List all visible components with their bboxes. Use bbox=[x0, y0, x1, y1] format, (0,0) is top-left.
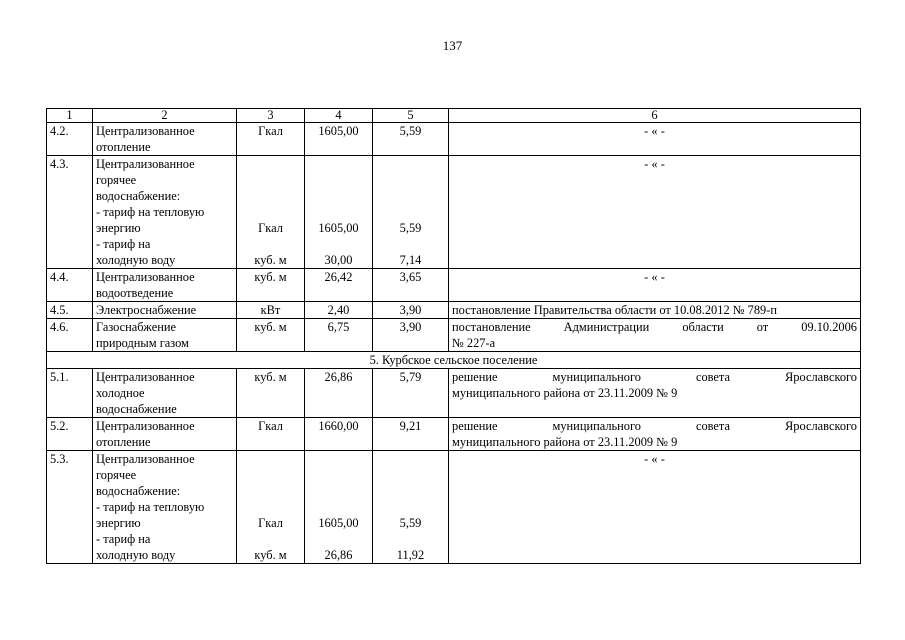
value-col-5-line: 5,79 bbox=[399, 370, 422, 384]
service-name bbox=[93, 156, 237, 269]
unit-of-measure-line: куб. м bbox=[254, 548, 287, 562]
unit-of-measure bbox=[237, 319, 305, 352]
value-col-4-line bbox=[308, 499, 369, 515]
service-name-line: холодную воду bbox=[96, 253, 176, 267]
unit-of-measure-line: куб. м bbox=[254, 370, 287, 384]
header-cell: 5 bbox=[373, 109, 449, 123]
service-name bbox=[93, 451, 237, 564]
unit-of-measure bbox=[237, 369, 305, 418]
value-col-4-line: 1605,00 bbox=[318, 516, 359, 530]
value-col-4-line: 30,00 bbox=[324, 253, 353, 267]
service-name-line: Газоснабжение bbox=[96, 320, 176, 334]
service-name-line: - тариф на тепловую bbox=[96, 500, 205, 514]
value-col-4-line: 2,40 bbox=[327, 303, 350, 317]
service-name-line: горячее bbox=[96, 173, 137, 187]
service-name bbox=[93, 123, 237, 156]
value-col-5 bbox=[373, 451, 449, 564]
unit-of-measure-line: Гкал bbox=[258, 124, 283, 138]
unit-of-measure-line: Гкал bbox=[258, 419, 283, 433]
value-col-4-line bbox=[308, 451, 369, 467]
value-col-4 bbox=[305, 269, 373, 302]
value-col-4 bbox=[305, 319, 373, 352]
value-col-5-line: 5,59 bbox=[399, 124, 422, 138]
service-name-line: горячее bbox=[96, 468, 137, 482]
section-title: 5. Курбское сельское поселение bbox=[47, 352, 861, 369]
legal-basis bbox=[449, 451, 861, 564]
value-col-4 bbox=[305, 156, 373, 269]
service-name-line: Централизованное bbox=[96, 419, 195, 433]
legal-basis-line: решение муниципального совета Ярославского bbox=[452, 370, 857, 384]
service-name-line: Электроснабжение bbox=[96, 303, 197, 317]
value-col-5-line: 5,59 bbox=[399, 516, 422, 530]
value-col-5 bbox=[373, 302, 449, 319]
value-col-4-line: 26,86 bbox=[324, 370, 353, 384]
row-number: 4.3. bbox=[47, 156, 93, 269]
value-col-4-line bbox=[308, 531, 369, 547]
value-col-5-line bbox=[376, 467, 445, 483]
value-col-5-line: 9,21 bbox=[399, 419, 422, 433]
legal-basis-line: постановление Правительства области от 10.08.2012 № 789-п bbox=[452, 303, 778, 317]
legal-basis bbox=[449, 269, 861, 302]
service-name-line: Централизованное bbox=[96, 157, 195, 171]
row-number: 4.4. bbox=[47, 269, 93, 302]
value-col-4-line bbox=[308, 204, 369, 220]
service-name-line: Централизованное bbox=[96, 270, 195, 284]
header-row bbox=[47, 109, 861, 123]
legal-basis-line: решение муниципального совета Ярославского bbox=[452, 419, 857, 433]
row-number: 5.2. bbox=[47, 418, 93, 451]
table-row bbox=[47, 302, 861, 319]
legal-basis bbox=[449, 123, 861, 156]
value-col-5-line bbox=[376, 483, 445, 499]
unit-of-measure-line: Гкал bbox=[258, 516, 283, 530]
unit-of-measure bbox=[237, 302, 305, 319]
unit-of-measure-line bbox=[240, 499, 301, 515]
value-col-4 bbox=[305, 418, 373, 451]
service-name bbox=[93, 302, 237, 319]
value-col-4-line: 1605,00 bbox=[318, 221, 359, 235]
legal-basis bbox=[449, 369, 861, 418]
value-col-5 bbox=[373, 418, 449, 451]
legal-basis bbox=[449, 319, 861, 352]
value-col-5-line: 3,65 bbox=[399, 270, 422, 284]
section-row bbox=[47, 352, 861, 369]
row-number: 5.3. bbox=[47, 451, 93, 564]
value-col-4 bbox=[305, 123, 373, 156]
page-number: 137 bbox=[442, 38, 463, 53]
service-name-line: Централизованное bbox=[96, 452, 195, 466]
legal-basis bbox=[449, 302, 861, 319]
value-col-4-line bbox=[308, 236, 369, 252]
unit-of-measure bbox=[237, 451, 305, 564]
service-name-line: энергию bbox=[96, 221, 141, 235]
value-col-4-line: 26,42 bbox=[324, 270, 353, 284]
table-row bbox=[47, 123, 861, 156]
value-col-4-line bbox=[308, 467, 369, 483]
service-name bbox=[93, 418, 237, 451]
service-name bbox=[93, 269, 237, 302]
value-col-5-line: 11,92 bbox=[396, 548, 425, 562]
value-col-4-line bbox=[308, 188, 369, 204]
service-name-line: холодное bbox=[96, 386, 145, 400]
value-col-4-line: 26,86 bbox=[324, 548, 353, 562]
unit-of-measure bbox=[237, 123, 305, 156]
value-col-5-line: 7,14 bbox=[399, 253, 422, 267]
legal-basis-line: муниципального района от 23.11.2009 № 9 bbox=[452, 386, 678, 400]
value-col-5 bbox=[373, 123, 449, 156]
header-cell: 3 bbox=[237, 109, 305, 123]
value-col-5-line bbox=[376, 172, 445, 188]
unit-of-measure-line bbox=[240, 531, 301, 547]
table-row bbox=[47, 369, 861, 418]
legal-basis-line: муниципального района от 23.11.2009 № 9 bbox=[452, 435, 678, 449]
service-name bbox=[93, 369, 237, 418]
value-col-5-line: 3,90 bbox=[399, 303, 422, 317]
unit-of-measure-line bbox=[240, 204, 301, 220]
tariff-table bbox=[46, 108, 861, 564]
unit-of-measure-line bbox=[240, 172, 301, 188]
service-name-line: Централизованное bbox=[96, 370, 195, 384]
legal-basis-line: - « - bbox=[644, 124, 665, 138]
table-row bbox=[47, 319, 861, 352]
value-col-4-line bbox=[308, 156, 369, 172]
header-cell: 1 bbox=[47, 109, 93, 123]
service-name-line: природным газом bbox=[96, 336, 189, 350]
value-col-5 bbox=[373, 156, 449, 269]
value-col-4-line: 1660,00 bbox=[318, 419, 359, 433]
value-col-5 bbox=[373, 319, 449, 352]
value-col-5-line: 3,90 bbox=[399, 320, 422, 334]
value-col-5-line bbox=[376, 451, 445, 467]
value-col-4-line: 1605,00 bbox=[318, 124, 359, 138]
unit-of-measure-line bbox=[240, 236, 301, 252]
service-name-line: - тариф на bbox=[96, 532, 151, 546]
unit-of-measure bbox=[237, 156, 305, 269]
value-col-5-line bbox=[376, 531, 445, 547]
service-name-line: холодную воду bbox=[96, 548, 176, 562]
table-row bbox=[47, 269, 861, 302]
legal-basis-line: постановление Администрации области от 09.10.2006 bbox=[452, 320, 857, 334]
legal-basis-line: - « - bbox=[644, 270, 665, 284]
service-name-line: Централизованное bbox=[96, 124, 195, 138]
unit-of-measure-line bbox=[240, 467, 301, 483]
value-col-5-line bbox=[376, 236, 445, 252]
value-col-5 bbox=[373, 369, 449, 418]
value-col-5-line bbox=[376, 499, 445, 515]
unit-of-measure-line: Гкал bbox=[258, 221, 283, 235]
row-number: 4.2. bbox=[47, 123, 93, 156]
unit-of-measure-line: куб. м bbox=[254, 253, 287, 267]
value-col-4 bbox=[305, 451, 373, 564]
table-row bbox=[47, 418, 861, 451]
unit-of-measure-line: кВт bbox=[260, 303, 281, 317]
value-col-4 bbox=[305, 302, 373, 319]
legal-basis bbox=[449, 418, 861, 451]
header-cell: 2 bbox=[93, 109, 237, 123]
service-name-line: водоснабжение bbox=[96, 402, 177, 416]
legal-basis-line: - « - bbox=[644, 157, 665, 171]
value-col-4-line: 6,75 bbox=[327, 320, 350, 334]
unit-of-measure-line: куб. м bbox=[254, 270, 287, 284]
legal-basis bbox=[449, 156, 861, 269]
unit-of-measure-line bbox=[240, 483, 301, 499]
unit-of-measure-line bbox=[240, 188, 301, 204]
service-name-line: энергию bbox=[96, 516, 141, 530]
header-cell: 6 bbox=[449, 109, 861, 123]
table-row bbox=[47, 451, 861, 564]
value-col-5-line bbox=[376, 204, 445, 220]
value-col-5-line: 5,59 bbox=[399, 221, 422, 235]
table-row bbox=[47, 156, 861, 269]
value-col-4-line bbox=[308, 172, 369, 188]
service-name-line: отопление bbox=[96, 435, 151, 449]
row-number: 4.6. bbox=[47, 319, 93, 352]
unit-of-measure-line bbox=[240, 451, 301, 467]
row-number: 5.1. bbox=[47, 369, 93, 418]
value-col-5-line bbox=[376, 156, 445, 172]
value-col-4 bbox=[305, 369, 373, 418]
value-col-5-line bbox=[376, 188, 445, 204]
service-name-line: водоснабжение: bbox=[96, 189, 181, 203]
service-name-line: водоснабжение: bbox=[96, 484, 181, 498]
legal-basis-line: № 227-а bbox=[452, 336, 496, 350]
service-name-line: водоотведение bbox=[96, 286, 174, 300]
unit-of-measure-line: куб. м bbox=[254, 320, 287, 334]
value-col-5 bbox=[373, 269, 449, 302]
header-cell: 4 bbox=[305, 109, 373, 123]
service-name bbox=[93, 319, 237, 352]
service-name-line: - тариф на bbox=[96, 237, 151, 251]
service-name-line: - тариф на тепловую bbox=[96, 205, 205, 219]
row-number: 4.5. bbox=[47, 302, 93, 319]
service-name-line: отопление bbox=[96, 140, 151, 154]
legal-basis-line: - « - bbox=[644, 452, 665, 466]
unit-of-measure bbox=[237, 269, 305, 302]
unit-of-measure bbox=[237, 418, 305, 451]
unit-of-measure-line bbox=[240, 156, 301, 172]
value-col-4-line bbox=[308, 483, 369, 499]
